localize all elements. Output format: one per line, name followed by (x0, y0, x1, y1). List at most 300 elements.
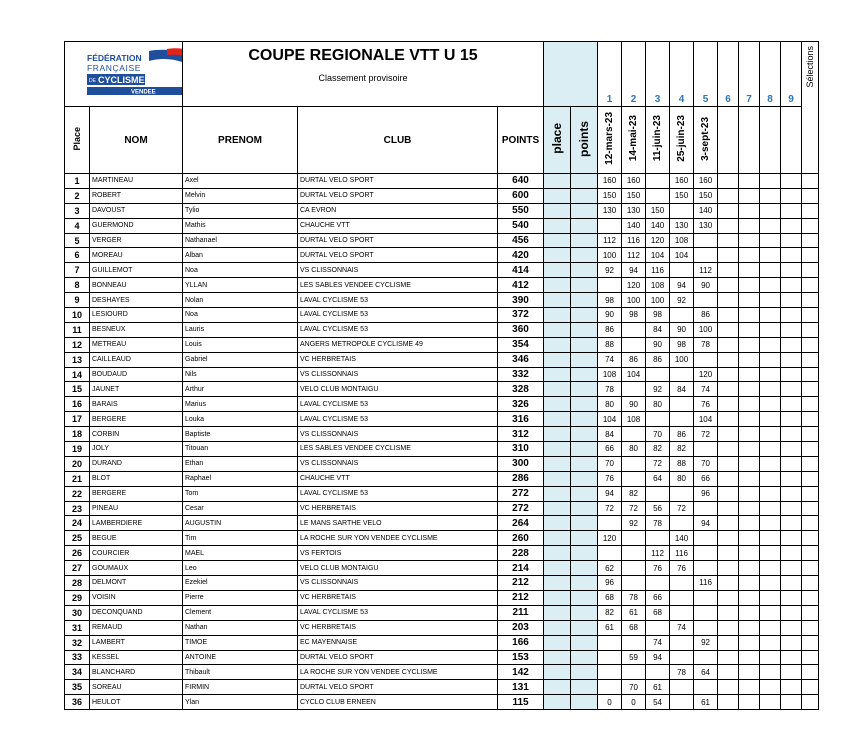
nom-cell: BARAIS (90, 397, 183, 412)
race-score-cell (694, 248, 718, 263)
place2-cell (544, 412, 571, 427)
race-score-cell (760, 322, 781, 337)
race-score-cell (760, 650, 781, 665)
race-date-9 (781, 107, 802, 174)
race-score-cell: 86 (598, 322, 622, 337)
club-cell: VS FERTOIS (298, 546, 498, 561)
points2-cell (571, 174, 598, 189)
place2-header (544, 107, 571, 174)
race-score-cell: 61 (622, 605, 646, 620)
rank-cell: 25 (65, 531, 90, 546)
place2-cell (544, 352, 571, 367)
race-score-cell (781, 665, 802, 680)
place2-cell (544, 620, 571, 635)
prenom-cell: Nathanael (183, 233, 298, 248)
race-score-cell (718, 248, 739, 263)
race-score-cell (694, 531, 718, 546)
race-score-cell (781, 427, 802, 442)
table-row (65, 322, 819, 337)
race-score-cell: 140 (646, 218, 670, 233)
race-score-cell (718, 635, 739, 650)
race-score-cell (646, 367, 670, 382)
race-score-cell: 94 (694, 516, 718, 531)
race-date-4-label: 25-juin-23 (676, 115, 688, 162)
club-cell: LA ROCHE SUR YON VENDEE CYCLISME (298, 665, 498, 680)
selections-cell (802, 531, 819, 546)
selections-header (802, 42, 819, 174)
race-score-cell (760, 427, 781, 442)
points2-cell (571, 412, 598, 427)
race-score-cell: 70 (646, 427, 670, 442)
race-number-1: 1 (598, 42, 622, 107)
race-score-cell (622, 322, 646, 337)
race-score-cell: 150 (670, 188, 694, 203)
rank-cell: 22 (65, 486, 90, 501)
nom-cell: HEULOT (90, 695, 183, 710)
race-score-cell (760, 293, 781, 308)
place-header (65, 107, 90, 174)
selections-cell (802, 546, 819, 561)
logo-cell (65, 42, 183, 107)
race-score-cell (739, 337, 760, 352)
race-score-cell (760, 486, 781, 501)
points2-cell (571, 427, 598, 442)
selections-cell (802, 397, 819, 412)
race-score-cell (694, 442, 718, 457)
table-row (65, 203, 819, 218)
race-score-cell (718, 427, 739, 442)
place2-cell (544, 337, 571, 352)
race-score-cell: 78 (670, 665, 694, 680)
race-score-cell: 72 (646, 456, 670, 471)
race-score-cell (781, 576, 802, 591)
race-score-cell: 140 (670, 531, 694, 546)
race-score-cell (718, 397, 739, 412)
logo-text-francaise: FRANÇAISE (87, 63, 142, 73)
race-score-cell (622, 456, 646, 471)
table-row (65, 471, 819, 486)
race-score-cell: 86 (622, 352, 646, 367)
prenom-cell: Marius (183, 397, 298, 412)
race-score-cell (739, 650, 760, 665)
rank-cell: 31 (65, 620, 90, 635)
race-score-cell (781, 382, 802, 397)
selections-cell (802, 561, 819, 576)
race-score-cell: 112 (646, 546, 670, 561)
prenom-cell: Leo (183, 561, 298, 576)
race-score-cell: 98 (670, 337, 694, 352)
rank-cell: 2 (65, 188, 90, 203)
race-score-cell: 94 (670, 278, 694, 293)
race-score-cell: 72 (694, 427, 718, 442)
club-cell: LAVAL CYCLISME 53 (298, 397, 498, 412)
points2-cell (571, 278, 598, 293)
rank-cell: 23 (65, 501, 90, 516)
club-cell: DURTAL VELO SPORT (298, 650, 498, 665)
race-score-cell: 80 (598, 397, 622, 412)
race-number-6: 6 (718, 42, 739, 107)
rank-cell: 33 (65, 650, 90, 665)
points2-cell (571, 188, 598, 203)
page-title: COUPE REGIONALE VTT U 15 (248, 47, 478, 64)
selections-cell (802, 293, 819, 308)
race-score-cell (694, 590, 718, 605)
race-score-cell (760, 174, 781, 189)
race-number-9: 9 (781, 42, 802, 107)
points2-cell (571, 263, 598, 278)
logo-text-federation: FÉDÉRATION (87, 53, 142, 63)
race-score-cell (718, 590, 739, 605)
prenom-cell: Tylio (183, 203, 298, 218)
race-score-cell (622, 531, 646, 546)
race-score-cell (760, 695, 781, 710)
race-score-cell: 120 (694, 367, 718, 382)
prenom-cell: Axel (183, 174, 298, 189)
race-number-4: 4 (670, 42, 694, 107)
nom-cell: MOREAU (90, 248, 183, 263)
race-score-cell (694, 352, 718, 367)
selections-cell (802, 635, 819, 650)
race-score-cell (646, 620, 670, 635)
selections-cell (802, 203, 819, 218)
race-score-cell (622, 471, 646, 486)
race-score-cell (718, 620, 739, 635)
points-cell: 600 (498, 188, 544, 203)
race-score-cell (781, 293, 802, 308)
selections-cell (802, 412, 819, 427)
race-score-cell: 72 (670, 501, 694, 516)
rank-cell: 10 (65, 308, 90, 323)
race-score-cell (718, 695, 739, 710)
prenom-cell: Louka (183, 412, 298, 427)
race-score-cell (718, 412, 739, 427)
race-score-cell: 100 (598, 248, 622, 263)
nom-header: NOM (90, 107, 183, 174)
place2-cell (544, 397, 571, 412)
race-score-cell (781, 367, 802, 382)
race-score-cell (598, 278, 622, 293)
selections-cell (802, 695, 819, 710)
points2-cell (571, 531, 598, 546)
club-cell: DURTAL VELO SPORT (298, 188, 498, 203)
points2-cell (571, 486, 598, 501)
club-cell: DURTAL VELO SPORT (298, 174, 498, 189)
prenom-cell: Thibault (183, 665, 298, 680)
prenom-cell: Mathis (183, 218, 298, 233)
race-score-cell: 120 (646, 233, 670, 248)
place-header-label: Place (72, 126, 82, 151)
race-score-cell: 66 (694, 471, 718, 486)
race-score-cell: 78 (622, 590, 646, 605)
race-date-2 (622, 107, 646, 174)
race-score-cell (622, 561, 646, 576)
race-score-cell (760, 546, 781, 561)
prenom-cell: FIRMIN (183, 680, 298, 695)
table-row (65, 293, 819, 308)
points-cell: 346 (498, 352, 544, 367)
race-score-cell (739, 278, 760, 293)
rank-cell: 13 (65, 352, 90, 367)
race-score-cell: 108 (598, 367, 622, 382)
points-cell: 300 (498, 456, 544, 471)
race-score-cell (781, 590, 802, 605)
prenom-cell: Cesar (183, 501, 298, 516)
nom-cell: BLANCHARD (90, 665, 183, 680)
race-score-cell: 94 (646, 650, 670, 665)
points2-cell (571, 442, 598, 457)
table-row (65, 427, 819, 442)
rank-cell: 3 (65, 203, 90, 218)
place2-cell (544, 486, 571, 501)
points2-header (571, 107, 598, 174)
race-score-cell (781, 203, 802, 218)
race-score-cell (622, 427, 646, 442)
race-score-cell (646, 174, 670, 189)
logo-text-cyclisme: CYCLISME (98, 75, 145, 85)
race-score-cell (760, 531, 781, 546)
club-cell: DURTAL VELO SPORT (298, 680, 498, 695)
prenom-cell: Gabriel (183, 352, 298, 367)
table-row (65, 590, 819, 605)
nom-cell: REMAUD (90, 620, 183, 635)
points-cell: 166 (498, 635, 544, 650)
race-score-cell (739, 203, 760, 218)
nom-cell: BLOT (90, 471, 183, 486)
race-score-cell: 84 (598, 427, 622, 442)
table-row (65, 635, 819, 650)
race-score-cell: 116 (670, 546, 694, 561)
club-cell: CHAUCHE VTT (298, 471, 498, 486)
points-cell: 414 (498, 263, 544, 278)
race-score-cell (739, 367, 760, 382)
points-cell: 412 (498, 278, 544, 293)
race-score-cell (739, 174, 760, 189)
race-score-cell (694, 546, 718, 561)
race-score-cell (739, 218, 760, 233)
race-date-1-label: 12-mars-23 (604, 112, 616, 165)
race-score-cell (760, 456, 781, 471)
race-score-cell (781, 188, 802, 203)
club-cell: ANGERS METROPOLE CYCLISME 49 (298, 337, 498, 352)
race-score-cell: 98 (622, 308, 646, 323)
race-score-cell (718, 680, 739, 695)
rank-cell: 29 (65, 590, 90, 605)
race-score-cell: 76 (598, 471, 622, 486)
race-score-cell (760, 442, 781, 457)
race-score-cell (781, 352, 802, 367)
rank-cell: 15 (65, 382, 90, 397)
logo-text-vendee: VENDEE (131, 89, 156, 96)
race-score-cell (622, 382, 646, 397)
place2-cell (544, 322, 571, 337)
rank-cell: 11 (65, 322, 90, 337)
race-score-cell: 100 (694, 322, 718, 337)
prenom-cell: MAEL (183, 546, 298, 561)
race-score-cell (646, 412, 670, 427)
race-score-cell (718, 486, 739, 501)
points-header: POINTS (498, 107, 544, 174)
race-score-cell (739, 188, 760, 203)
nom-cell: JAUNET (90, 382, 183, 397)
selections-cell (802, 486, 819, 501)
prenom-cell: Ezekiel (183, 576, 298, 591)
place2-cell (544, 561, 571, 576)
race-score-cell: 84 (670, 382, 694, 397)
points2-cell (571, 695, 598, 710)
race-score-cell (781, 635, 802, 650)
race-score-cell (670, 263, 694, 278)
club-cell: VELO CLUB MONTAIGU (298, 561, 498, 576)
race-score-cell (598, 218, 622, 233)
race-score-cell (718, 546, 739, 561)
race-score-cell (739, 501, 760, 516)
race-score-cell (622, 337, 646, 352)
points2-cell (571, 561, 598, 576)
nom-cell: LESIOURD (90, 308, 183, 323)
race-score-cell (781, 412, 802, 427)
race-score-cell: 70 (622, 680, 646, 695)
selections-cell (802, 352, 819, 367)
points2-cell (571, 516, 598, 531)
nom-cell: LAMBERDIERE (90, 516, 183, 531)
race-score-cell (760, 263, 781, 278)
race-score-cell (739, 442, 760, 457)
place2-cell (544, 382, 571, 397)
race-score-cell: 80 (646, 397, 670, 412)
rank-cell: 16 (65, 397, 90, 412)
club-cell: VS CLISSONNAIS (298, 456, 498, 471)
nom-cell: BONNEAU (90, 278, 183, 293)
race-score-cell: 66 (646, 590, 670, 605)
race-score-cell (739, 233, 760, 248)
points2-cell (571, 308, 598, 323)
race-score-cell (781, 308, 802, 323)
selections-cell (802, 680, 819, 695)
club-cell: LES SABLES VENDEE CYCLISME (298, 278, 498, 293)
race-score-cell (739, 412, 760, 427)
points2-cell (571, 233, 598, 248)
club-cell: LE MANS SARTHE VELO (298, 516, 498, 531)
race-score-cell (760, 501, 781, 516)
race-score-cell (739, 397, 760, 412)
race-score-cell (598, 546, 622, 561)
race-score-cell (718, 188, 739, 203)
race-date-5-label: 3-sept-23 (700, 116, 712, 161)
rank-cell: 35 (65, 680, 90, 695)
race-score-cell: 90 (646, 337, 670, 352)
points-cell: 211 (498, 605, 544, 620)
race-score-cell (760, 665, 781, 680)
table-row (65, 561, 819, 576)
points-cell: 115 (498, 695, 544, 710)
club-cell: LAVAL CYCLISME 53 (298, 412, 498, 427)
points2-cell (571, 620, 598, 635)
points-cell: 286 (498, 471, 544, 486)
race-score-cell: 96 (694, 486, 718, 501)
race-score-cell: 98 (598, 293, 622, 308)
rank-cell: 6 (65, 248, 90, 263)
race-score-cell: 92 (694, 635, 718, 650)
race-date-6 (718, 107, 739, 174)
race-score-cell (739, 263, 760, 278)
rank-cell: 21 (65, 471, 90, 486)
race-score-cell (718, 293, 739, 308)
race-score-cell (718, 337, 739, 352)
club-cell: CHAUCHE VTT (298, 218, 498, 233)
selections-cell (802, 471, 819, 486)
place2-cell (544, 590, 571, 605)
table-row (65, 233, 819, 248)
club-cell: LA ROCHE SUR YON VENDEE CYCLISME (298, 531, 498, 546)
rank-cell: 8 (65, 278, 90, 293)
race-score-cell (739, 665, 760, 680)
points2-cell (571, 337, 598, 352)
table-row (65, 382, 819, 397)
place2-cell (544, 427, 571, 442)
points2-cell (571, 293, 598, 308)
table-row (65, 397, 819, 412)
race-score-cell: 112 (694, 263, 718, 278)
race-score-cell (739, 635, 760, 650)
table-row (65, 605, 819, 620)
race-score-cell (718, 263, 739, 278)
race-score-cell (781, 561, 802, 576)
race-score-cell: 92 (646, 382, 670, 397)
race-date-8 (760, 107, 781, 174)
points2-cell (571, 546, 598, 561)
race-score-cell: 130 (622, 203, 646, 218)
points-cell: 312 (498, 427, 544, 442)
rank-cell: 5 (65, 233, 90, 248)
rank-cell: 19 (65, 442, 90, 457)
points-cell: 272 (498, 486, 544, 501)
place2-cell (544, 263, 571, 278)
race-score-cell (670, 650, 694, 665)
race-score-cell: 108 (646, 278, 670, 293)
race-score-cell (781, 486, 802, 501)
place2-cell (544, 531, 571, 546)
rank-cell: 24 (65, 516, 90, 531)
race-score-cell (739, 516, 760, 531)
race-score-cell: 108 (622, 412, 646, 427)
race-score-cell: 68 (598, 590, 622, 605)
place2-cell (544, 174, 571, 189)
page-subtitle: Classement provisoire (318, 73, 408, 83)
rank-cell: 18 (65, 427, 90, 442)
race-score-cell: 104 (622, 367, 646, 382)
rank-cell: 12 (65, 337, 90, 352)
race-score-cell: 112 (622, 248, 646, 263)
race-score-cell (694, 293, 718, 308)
race-score-cell (781, 442, 802, 457)
selections-cell (802, 620, 819, 635)
nom-cell: DESHAYES (90, 293, 183, 308)
race-date-4 (670, 107, 694, 174)
points-cell: 328 (498, 382, 544, 397)
race-score-cell: 70 (694, 456, 718, 471)
race-score-cell: 104 (646, 248, 670, 263)
points-cell: 456 (498, 233, 544, 248)
nom-cell: METREAU (90, 337, 183, 352)
selections-cell (802, 337, 819, 352)
club-cell: VC HERBRETAIS (298, 501, 498, 516)
points-cell: 214 (498, 561, 544, 576)
club-cell: LAVAL CYCLISME 53 (298, 308, 498, 323)
race-score-cell (739, 695, 760, 710)
race-score-cell (598, 650, 622, 665)
rank-cell: 7 (65, 263, 90, 278)
nom-cell: VERGER (90, 233, 183, 248)
